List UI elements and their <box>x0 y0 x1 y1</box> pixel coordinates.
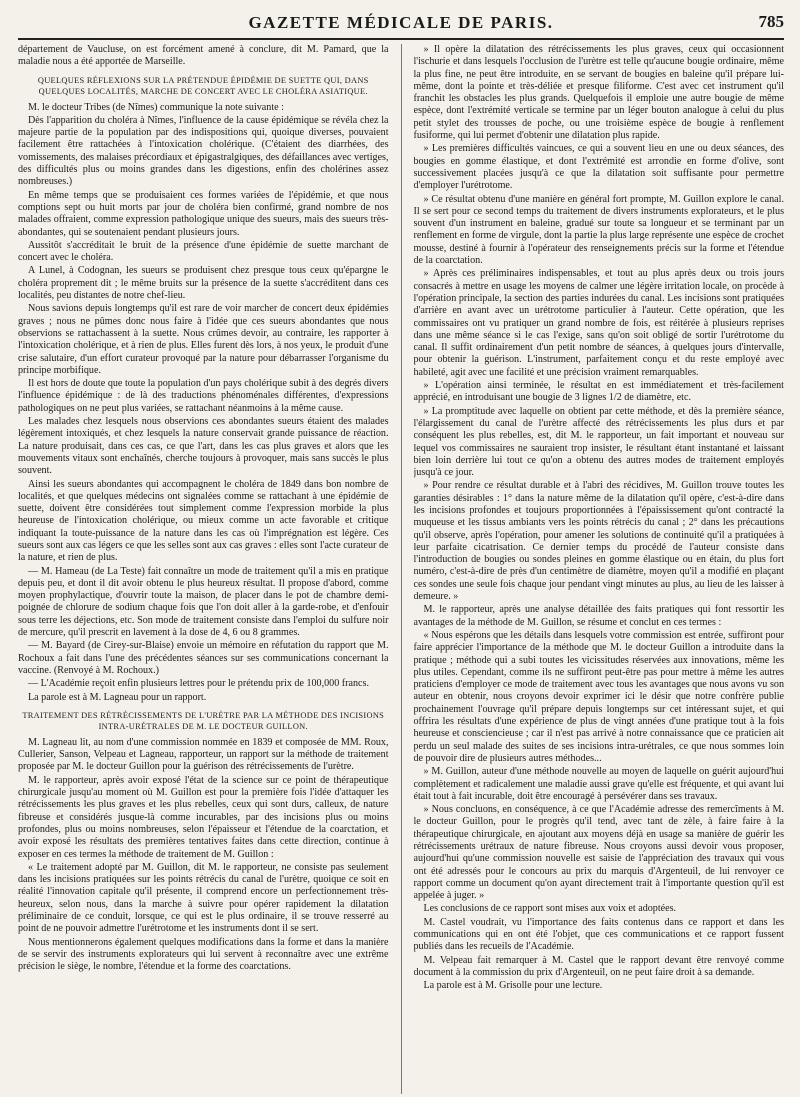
paragraph: « Le traitement adopté par M. Guillon, dit M. le rapporteur, ne consiste pas seulement dans les incisions pratiquées sur les points rétrécis du canal de l'urètre, quoique ce soit en réalité l'innovation capitale qu'il présente, il comprend encore un perfectionnement très-heureux, selon nous, dans la marche à suivre pour opérer rapidement la dilatation préliminaire de ce conduit, lorsque, ce qui est le plus ordinaire, il se trouve resserré au point de ne pouvoir admettre l'urétrotome et les instruments dont il se sert. <box>18 861 389 935</box>
paragraph: A Lunel, à Codognan, les sueurs se produisent chez presque tous ceux qu'épargne le choléra proprement dit ; le même bruits sur la présence de la suette s'accréditent dans ces localités, peu distantes de notre chef-lieu. <box>18 265 389 302</box>
paragraph: La parole est à M. Grisolle pour une lecture. <box>423 980 603 992</box>
section-heading: QUELQUES RÉFLEXIONS SUR LA PRÉTENDUE ÉPIDÉMIE DE SUETTE QUI, DANS QUELQUES LOCALITÉS, MARCHE DE CONCERT AVEC LE CHOLÉRA ASIATIQUE. <box>37 75 369 96</box>
paragraph: Nous mentionnerons également quelques modifications dans la forme et dans la manière de se servir des instruments explorateurs qui lui servent à reconnaître avec une extrême précision le siège, le nombre, l'étendue et la forme des coarctations. <box>18 936 389 973</box>
paragraph: Les conclusions de ce rapport sont mises aux voix et adoptées. <box>423 903 677 915</box>
paragraph: » Après ces préliminaires indispensables, et tout au plus après deux ou trois jours consacrés à mettre en usage les moyens de calmer une légère irritation locale, on procède à l'opération principale, la section des parties indurées du canal. Les incisions sont pratiquées d'arrière en avant avec un urétrotome particulier à l'auteur. Cette opération, que les commissaires ont vu pratiquer un grand nombre de fois, est réitérée à plusieurs reprises dans une même séance si le cas l'exige, sans qu'on soit obligé de sortir l'urétrotome du canal. Il suffit ordinairement d'un petit nombre de séances, à quelques jours d'intervalle, pour obtenir la guérison. L'instrument, parfaitement conçu et du reste employé avec habileté, agit avec une facilité et une précision vraiment remarquables. <box>413 268 784 378</box>
section-heading: TRAITEMENT DES RÉTRÉCISSEMENTS DE L'URÈTRE PAR LA MÉTHODE DES INCISIONS INTRA-URÉTRALES DE M. LE DOCTEUR GUILLON. <box>22 710 385 731</box>
paragraph: — M. Bayard (de Cirey-sur-Blaise) envoie un mémoire en réfutation du rapport que M. Rochoux a fait dans l'une des précédentes séances sur ses communications concernant la vaccine. (Renvoyé à M. Rochoux.) <box>18 640 389 676</box>
paragraph: — L'Académie reçoit enfin plusieurs lettres pour le prétendu prix de 100,000 francs. <box>28 678 369 690</box>
right-column <box>414 44 785 1094</box>
article-columns <box>18 44 784 1094</box>
paragraph: « Nous espérons que les détails dans lesquels votre commission est entrée, suffiront pour faire apprécier l'importance de la méthode que M. le docteur Guillon a introduite dans la pratique ; méthode qui a subi toutes les vicissitudes réservées aux innovations, même les plus utiles. Cependant, comme ils ne suffiront peut-être pas pour mettre à même les autres praticiens d'employer ce mode de traitement avec tous les avantages que nous avons vu son auteur en obtenir, nous croyons devoir exprimer ici le désir que notre confrère publie prochainement l'ouvrage qu'il prépare depuis longtemps sur cet intéressant sujet, et qui offrira les résultats d'une expérience de plus de vingt années d'une pratique tout à la fois heureuse et consciencieuse ; car il n'est pas arrivé à notre connaissance que ce praticien ait perdu un seul malade des suites de ses incisions intra-urétrales, ce que nous sommes loin de pouvoir dire de plusieurs autres méthodes... <box>413 629 784 764</box>
paragraph: Ainsi les sueurs abondantes qui accompagnent le choléra de 1849 dans bon nombre de localités, et que quelques médecins ont signalées comme se rattachant à une épidémie de suette, doivent être considérées tout simplement comme l'expression morbide la plus heureuse de l'intoxication cholérique, ou mieux comme un acte favorable et critique indiquant la toute-puissance de la nature dans les cas où l'imprégnation est légère. Ces sueurs sont aux cas légers ce que les selles sont aux cas graves : elles sont l'acte curateur de la nature, et rien de plus. <box>18 478 389 564</box>
paragraph: » Ce résultat obtenu d'une manière en général fort prompte, M. Guillon explore le canal. Il se sert pour ce second temps du traitement de divers instruments explorateurs, et le plus souvent d'un instrument en baleine, gradué sur toute sa longueur et se terminant par un renflement en forme de virgule, dont la partie la plus large représente une espèce de crochet mousse, destiné à fournir à l'opérateur des renseignements précis sur la forme et l'étendue de la coarctation. <box>413 193 784 267</box>
paragraph: Les malades chez lesquels nous observions ces abondantes sueurs étaient des malades légèrement intoxiqués, et chez lesquels la nature conservait grande puissance de réaction. La nature produisait, dans ces cas, ce que l'art, dans les cas plus graves et alors que les mouvements vitaux sont enchaînés, cherche toujours à provoquer, mais sans succès le plus souvent. <box>18 416 389 477</box>
paragraph: Nous savions depuis longtemps qu'il est rare de voir marcher de concert deux épidémies graves ; nous ne pûmes donc nous faire à l'idée que ces sueurs abondantes que nous observions se rattachassent à la suette. Nous crûmes devoir, au contraire, les rapporter à l'intoxication cholérique, et à rien de plus. Elles furent dès lors, à nos yeux, le produit d'une crise salutaire, d'un effort curateur provoqué par la nature pour débarrasser l'organisme du principe morbifique. <box>18 303 389 376</box>
column-rule <box>401 44 402 1094</box>
page-number: 785 <box>758 12 784 31</box>
paragraph: M. Velpeau fait remarquer à M. Castel que le rapport devant être renvoyé comme document à la commission du prix d'Argenteuil, on ne peut faire droit à sa demande. <box>413 954 784 978</box>
paragraph: » L'opération ainsi terminée, le résultat en est immédiatement et très-facilement apprécié, en introduisant une bougie de 3 lignes 1/2 de diamètre, etc. <box>413 380 784 404</box>
left-column <box>18 44 389 1094</box>
paragraph: » Nous concluons, en conséquence, à ce que l'Académie adresse des remercîments à M. le docteur Guillon, pour le progrès qu'il tend, avec tant de zèle, à faire faire à la thérapeutique chirurgicale, en ajoutant aux moyens déjà en usage sa manière de guérir les rétrécissements urétraux de nature fibreuse. Nous croyons aussi devoir vous proposer, aujourd'hui qu'une commission nouvelle est saisie de l'appréciation des travaux qui vous ont été adressés pour le concours au prix du marquis d'Argenteuil, de lui renvoyer ce rapport comme un document qu'on ayant directement trait à l'importante question qu'il est appelée à juger. » <box>413 804 784 902</box>
paragraph: Aussitôt s'accréditait le bruit de la présence d'une épidémie de suette marchant de concert avec le choléra. <box>18 239 389 264</box>
paragraph: département de Vaucluse, on est forcément amené à conclure, dit M. Pamard, que la maladie nous a été apportée de Marseille. <box>18 44 389 68</box>
paragraph: — M. Hameau (de La Teste) fait connaître un mode de traitement qu'il a mis en pratique depuis peu, et dont il dit avoir obtenu le plus heureux résultat. Il propose d'abord, comme moyen prophylactique, d'ouvrir toute la maison, de placer dans le pot de chambre demi-poignée de chlorure de sodium chaque fois que l'on doit aller à la garde-robe, et d'enfouir sous terre les déjections, etc. Son mode de traitement consiste dans l'emploi du sulfure noir de mercure, qu'il prescrit en lavement à la dose de 4, 6 ou 8 grammes. <box>18 565 389 639</box>
paragraph: La parole est à M. Lagneau pour un rapport. <box>28 691 207 703</box>
paragraph: » La promptitude avec laquelle on obtient par cette méthode, et dès la première séance, l'élargissement du canal de l'urètre affecté des rétrécissements les plus durs et par conséquent les plus rebelles, est, dit M. le rapporteur, un fait important et nouveau sur lequel vos commissaires ne sauraient trop insister, le résultant étant instantané et laissant bien loin derrière lui tout ce qu'on a obtenu des autres modes de traitement employés jusqu'à ce jour. <box>413 405 784 479</box>
paragraph: » M. Guillon, auteur d'une méthode nouvelle au moyen de laquelle on guérit aujourd'hui complètement et radicalement une maladie aussi grave qu'elle est fréquente, et qui avant lui était tout à fait incurable, doit être encouragé à persévérer dans ses travaux. <box>413 766 784 802</box>
paragraph: » Les premières difficultés vaincues, ce qui a souvent lieu en une ou deux séances, des bougies en gomme élastique, et dont l'extrémité est arrondie en forme d'olive, sont successivement placées jusqu'à ce que la dilatation soit suffisante pour permettre d'employer l'urétrotome. <box>413 143 784 192</box>
paragraph: M. Castel voudrait, vu l'importance des faits contenus dans ce rapport et dans les communications qui en ont été l'objet, que ces communications et ce rapport fussent publiés dans les recueils de l'Académie. <box>413 916 784 953</box>
paragraph: M. Lagneau lit, au nom d'une commission nommée en 1839 et composée de MM. Roux, Cullerier, Sanson, Velpeau et Lagneau, rapporteur, un rapport sur la méthode de traitement proposée par M. le docteur Guillon pour la guérison des rétrécissements de l'urètre. <box>18 736 389 773</box>
paragraph: En même temps que se produisaient ces formes variées de l'épidémie, et que nous comptions sept ou huit morts par jour de choléra bien confirmé, grand nombre de nos malades offraient, comme expression pathologique unique des sueurs, mais des sueurs très-abondantes, qui se soutenaient pendant plusieurs jours. <box>18 189 389 238</box>
paragraph: Dès l'apparition du choléra à Nîmes, l'influence de la cause épidémique se révéla chez la majeure partie de la population par des indispositions qui, quoique diverses, pouvaient facilement être rattachées à l'intoxication cholérique. (C'étaient des diarrhées, des vomissements, des malaises précordiaux et épigastralgiques, des défaillances avec vertiges, des difficultés plus ou moins grandes dans les digestions, enfin des cholérines assez nombreuses.) <box>18 114 389 188</box>
paragraph: M. le rapporteur, après avoir exposé l'état de la science sur ce point de thérapeutique chirurgicale jusqu'au moment où M. Guillon est pour la première fois l'idée d'attaquer les rétrécissements les plus graves et les plus rebelles, ceux qui sont durs, calleux, de nature fibreuse et considérés jusque-là comme incurables, par des incisions plus ou moins profondes, plus ou moins nombreuses, selon l'épaisseur et l'étendue de la coarctation, et avoir exposé les résultats des premières tentatives faites dans cette direction, continue à exposer en ces termes la méthode de traitement de M. Guillon : <box>18 774 389 860</box>
paragraph: » Pour rendre ce résultat durable et à l'abri des récidives, M. Guillon trouve toutes les garanties désirables : 1° dans la nature même de la dilatation qu'il opère, c'est-à-dire dans les incisions profondes et toujours proportionnées à l'épaississement qu'ont contracté la muqueuse et les tissus ambiants vers les points rétrécis du canal ; 2° dans les précautions qu'il observe, après l'opération, pour amener les solutions de continuité qu'il a pratiquées à leur parfaite cicatrisation. Ce dernier temps du procédé de l'auteur consiste dans l'introduction de bougies ou sondes pleines en gomme élastique ou en étain, du plus fort numéro, c'est-à-dire de près d'un centimètre de diamètre, moyen qu'il a modifié en plaçant ces sondes une seule fois chaque jour pendant vingt minutes au plus, au lieu de les laisser à demeure. » <box>413 480 784 603</box>
masthead <box>18 8 784 40</box>
paragraph: » Il opère la dilatation des rétrécissements les plus graves, ceux qui occasionnent l'ischurie et dans lesquels l'occlusion de l'urètre est telle qu'aucune bougie ordinaire, même la plus fine, ne peut être introduite, en se servant de bougies en baleine qu'il prépare lui-même, dont la pointe et très-déliée et presque filiforme. C'est avec cet instrument qu'il franchit les obstacles les plus grands. Quelquefois il emploie une autre bougie de même espèce, dont l'extrémité verticale se termine par un léger bouton analogue à celui du plus petit stylet des trousses de poche, ou une troisième espèce de bougie à renflement fusiforme, qui lui permet d'obtenir une dilatation plus rapide. <box>413 44 784 142</box>
publication-title: GAZETTE MÉDICALE DE PARIS. <box>248 13 554 32</box>
paragraph: Il est hors de doute que toute la population d'un pays cholérique subit à des degrés divers l'influence épidémique : de là des traductions phénoménales différentes, d'expressions pathologiques on ne peut plus variées, se rattachant néanmoins à la même cause. <box>18 378 389 414</box>
paragraph: M. le docteur Tribes (de Nîmes) communique la note suivante : <box>28 101 284 113</box>
paragraph: M. le rapporteur, après une analyse détaillée des faits pratiques qui font ressortir les avantages de la méthode de M. Guillon, se résume et conclut en ces termes : <box>413 604 784 628</box>
